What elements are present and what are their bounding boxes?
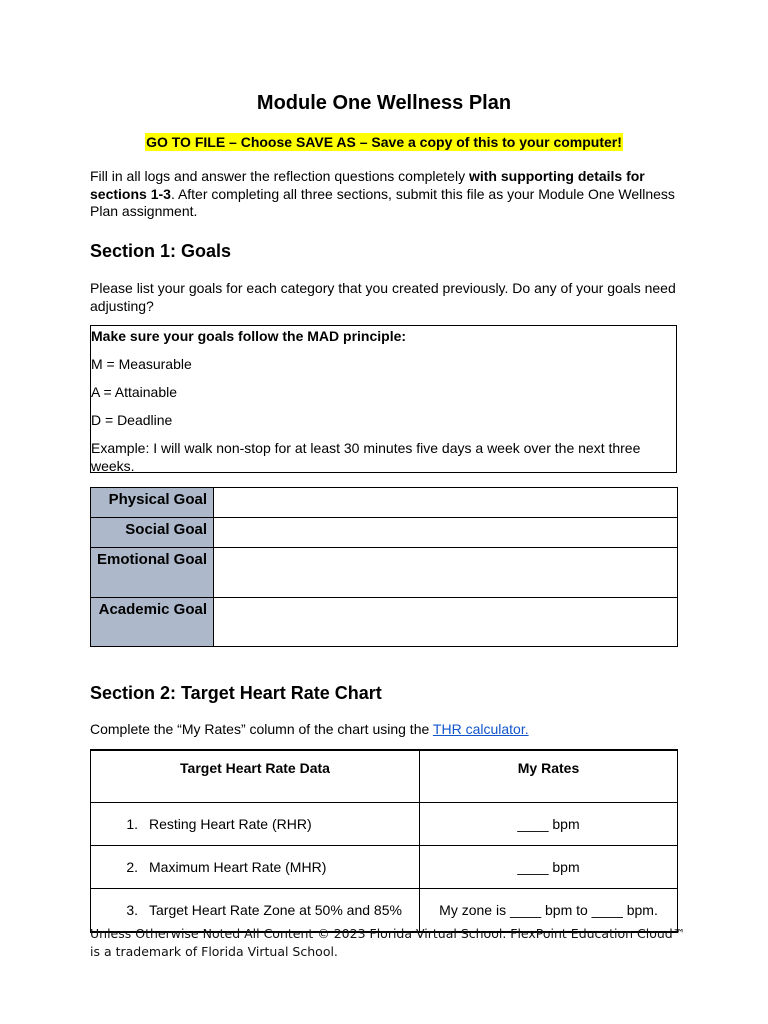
intro-paragraph <box>90 168 680 221</box>
goal-row-physical <box>91 488 678 518</box>
thr-item-cell <box>91 846 420 889</box>
section1-instructions: Please list your goals for each category that you created previously. Do any of your goals need adjusting? <box>90 280 676 314</box>
thr-calculator-link[interactable]: THR calculator. <box>432 721 529 737</box>
mad-example: Example: I will walk non-stop for at least 30 minutes five days a week over the next three weeks. <box>91 440 641 474</box>
table-row <box>91 846 678 889</box>
goal-input-academic[interactable] <box>214 598 678 647</box>
save-notice: GO TO FILE – Choose SAVE AS – Save a copy of this to your computer! <box>146 134 622 150</box>
page-title: Module One Wellness Plan <box>256 92 512 114</box>
thr-rate-cell[interactable]: ____ bpm <box>420 803 678 846</box>
section2-instructions <box>90 721 680 739</box>
section2-heading: Section 2: Target Heart Rate Chart <box>90 683 382 703</box>
goal-label: Emotional Goal <box>91 548 214 598</box>
intro-text-1: Fill in all logs and answer the reflection questions completely <box>90 168 469 184</box>
thr-item-number: 2. <box>126 859 138 875</box>
goal-label: Physical Goal <box>91 488 214 518</box>
mad-heading: Make sure your goals follow the MAD principle: <box>91 328 407 344</box>
thr-item-text: Target Heart Rate Zone at 50% and 85% <box>149 902 402 918</box>
thr-item-cell <box>91 803 420 846</box>
goal-label: Academic Goal <box>91 598 214 647</box>
thr-item-number: 3. <box>126 902 138 918</box>
mad-attainable: A = Attainable <box>91 384 178 400</box>
goal-row-emotional <box>91 548 678 598</box>
goal-input-social[interactable] <box>214 518 678 548</box>
goal-input-emotional[interactable] <box>214 548 678 598</box>
thr-col-header-rates: My Rates <box>420 750 678 803</box>
intro-bold: with supporting details for sections 1-3 <box>90 168 645 202</box>
thr-rate-cell[interactable]: My zone is ____ bpm to ____ bpm. <box>420 889 678 933</box>
copyright-footer: Unless Otherwise Noted All Content © 2023 Florida Virtual School. FlexPoint Education Cloud™ is a trademark of Florida Virtual School. <box>90 926 686 959</box>
mad-deadline: D = Deadline <box>91 412 173 428</box>
thr-table <box>90 749 678 933</box>
goal-row-academic <box>91 598 678 647</box>
thr-header-row <box>91 750 678 803</box>
thr-item-text: Maximum Heart Rate (MHR) <box>149 859 327 875</box>
goals-table <box>90 487 678 647</box>
mad-measurable: M = Measurable <box>91 356 192 372</box>
mad-principle-box <box>90 325 677 473</box>
goal-label: Social Goal <box>91 518 214 548</box>
thr-rate-cell[interactable]: ____ bpm <box>420 846 678 889</box>
intro-text-2: . After completing all three sections, submit this file as your Module One Wellness Plan assignment. <box>90 185 675 219</box>
goal-input-physical[interactable] <box>214 488 678 518</box>
section1-heading: Section 1: Goals <box>90 241 232 261</box>
goal-row-social <box>91 518 678 548</box>
thr-col-header-data: Target Heart Rate Data <box>91 750 420 803</box>
thr-item-text: Resting Heart Rate (RHR) <box>149 816 312 832</box>
table-row <box>91 803 678 846</box>
thr-item-number: 1. <box>126 816 138 832</box>
section2-instructions-text: Complete the “My Rates” column of the chart using the <box>90 721 433 737</box>
save-notice-line <box>0 134 768 152</box>
